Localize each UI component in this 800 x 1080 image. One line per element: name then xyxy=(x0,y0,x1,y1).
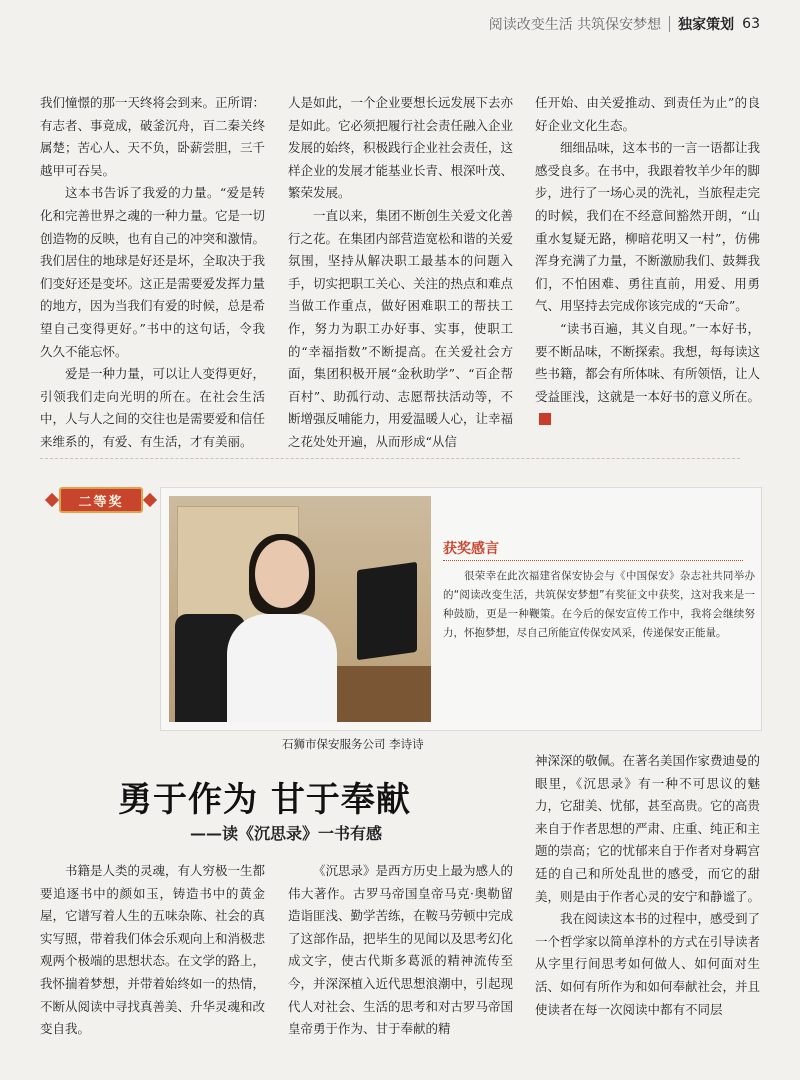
paragraph: 人是如此，一个企业要想长远发展下去亦是如此。它必须把履行社会责任融入企业发展的始终，积极践行企业社会责任，这样企业的发展才能基业长青、根深叶茂、繁荣发展。 xyxy=(288,95,514,201)
photo-caption: 石狮市保安服务公司 李诗诗 xyxy=(282,737,424,751)
quote-text: 很荣幸在此次福建省保安协会与《中国保安》杂志社共同举办的“阅读改变生活，共筑保安梦想”有奖征文中获奖，这对我来是一种鼓励，更是一种鞭策。在今后的保安宣传工作中，我将会继续努力，怀抱梦想，尽自己所能宣传保安风采，传递保安正能量。 xyxy=(443,570,755,639)
badge-ornament-icon xyxy=(143,493,157,507)
paragraph: 神深深的敬佩。在著名美国作家费迪曼的眼里，《沉思录》有一种不可思议的魅力，它甜美、忧郁，甚至高贵。它的高贵来自于作者思想的严肃、庄重、纯正和主题的崇高；它的忧郁来自于作者对身羁宫廷的自己和所处乱世的感受，而它的甜美，则是由于作者心灵的安宁和静谧了。 xyxy=(535,753,761,904)
paragraph: 书籍是人类的灵魂，有人穷极一生都要追逐书中的颜如玉，铸造书中的黄金屋，它谱写着人生的五味杂陈、社会的真实写照，带着我们体会乐观向上和消极悲观两个极端的思想状态。在文学的路上，我怀揣着梦想，并带着始终如一的热情，不断从阅读中寻找真善美、升华灵魂和改变自我。 xyxy=(40,863,266,1037)
award-panel xyxy=(160,487,762,731)
article-subtitle: ——读《沉思录》一书有感 xyxy=(190,824,383,843)
section-divider xyxy=(40,458,740,459)
paragraph: 《沉思录》是西方历史上最为感人的伟大著作。古罗马帝国皇帝马克·奥勒留造诣匪浅、勤学苦练，在鞍马劳顿中完成了这部作品，把毕生的见闻以及思考幻化成文字，使古代斯多葛派的精神流传至今，并深深植入近代思想浪潮中，引起现代人对社会、生活的思考和对古罗马帝国皇帝勇于作为、甘于奉献的精 xyxy=(288,863,514,1037)
badge-ornament-icon xyxy=(45,493,59,507)
award-quote xyxy=(443,538,755,643)
paragraph: 一直以来，集团不断创生关爱文化善行之花。在集团内部营造宽松和谐的关爱氛围，坚持从解决职工最基本的问题入手，切实把职工关心、关注的热点和难点当做工作重点，做好困难职工的帮扶工作，努力为职工办好事、实事，使职工的“幸福指数”不断提高。在关爱社会方面，集团积极开展“金秋助学”、“百企帮百村”、助孤行动、志愿帮扶活动等，不断增强反哺能力，用爱温暖人心，让幸福之花处处开遍，从而形成“从信 xyxy=(288,207,514,449)
top-column-2 xyxy=(288,92,513,454)
badge-label: 二等奖 xyxy=(59,487,143,513)
end-mark-icon xyxy=(539,413,551,425)
article-column-1 xyxy=(40,860,265,1041)
paragraph: 细细品味，这本书的一言一语都让我感受良多。在书中，我跟着牧羊少年的脚步，进行了一场心灵的洗礼，当旅程走完的时候，我们在不经意间豁然开朗，“山重水复疑无路，柳暗花明又一村”，仿佛浑身充满了力量，不断激励我们、鼓舞我们，不怕困难、勇往直前，用爱、用勇气、用坚持去完成你该完成的“天命”。 xyxy=(535,140,761,314)
top-column-3 xyxy=(535,92,760,431)
header-section: 独家策划 xyxy=(678,17,735,33)
header-divider xyxy=(669,16,670,32)
page-number: 63 xyxy=(742,16,760,32)
paragraph-text: “读书百遍，其义自现。”一本好书，要不断品味，不断探索。我想，每每读这些书籍，都会有所体味、有所领悟，让人受益匪浅，这就是一本好书的意义所在。 xyxy=(535,320,761,404)
header-slogan: 阅读改变生活 共筑保安梦想 xyxy=(488,17,662,33)
top-column-1 xyxy=(40,92,265,454)
photo-face xyxy=(255,540,309,608)
paragraph: 这本书告诉了我爱的力量。“爱是转化和完善世界之魂的一种力量。它是一切创造物的反映，也有自己的冲突和激情。我们居住的地球是好还是坏，全取决于我们变好还是变坏。这正是需要爱发挥力量的地方，因为当我们有爱的时候，总是希望自己变得更好。”书中的这句话，令我久久不能忘怀。 xyxy=(40,185,266,359)
paragraph: 我在阅读这本书的过程中，感受到了一个哲学家以简单淳朴的方式在引导读者从字里行间思考如何做人、如何面对生活、如何有所作为和如何奉献社会，并且使读者在每一次阅读中都有不同层 xyxy=(535,911,761,1017)
photo-body xyxy=(227,614,337,722)
paragraph: 爱是一种力量，可以让人变得更好，引领我们走向光明的所在。在社会生活中，人与人之间的交往也是需要爱和信任来维系的，有爱、有生活，才有美丽。 xyxy=(40,366,266,449)
running-header xyxy=(489,12,760,36)
award-badge xyxy=(45,487,157,513)
winner-photo xyxy=(169,496,431,722)
article-column-3 xyxy=(535,750,760,1021)
paragraph: 我们憧憬的那一天终将会到来。正所谓：有志者、事竟成，破釜沉舟，百二秦关终属楚；苦心人、天不负，卧薪尝胆，三千越甲可吞吴。 xyxy=(40,95,266,178)
article-title: 勇于作为 甘于奉献 xyxy=(118,780,411,820)
paragraph xyxy=(535,318,760,431)
paragraph: 任开始、由关爱推动、到责任为止”的良好企业文化生态。 xyxy=(535,95,760,133)
quote-title: 获奖感言 xyxy=(443,538,743,561)
photo-monitor xyxy=(357,562,417,660)
article-column-2 xyxy=(288,860,513,1041)
